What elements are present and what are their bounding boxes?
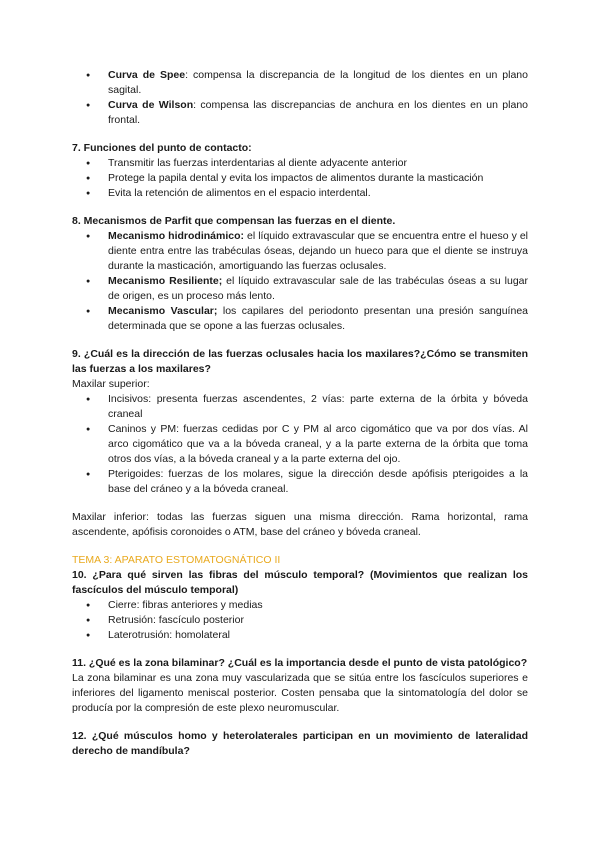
question-7-list bbox=[72, 156, 528, 201]
definition: : compensa las discrepancias de anchura en los dientes en un plano frontal. bbox=[108, 99, 529, 126]
question-11-title: 11. ¿Qué es la zona bilaminar? ¿Cuál es la importancia desde el punto de vista patológico? bbox=[72, 657, 528, 669]
question-9-list bbox=[72, 392, 528, 497]
list-item bbox=[108, 274, 528, 304]
term: Mecanismo Vascular; bbox=[108, 305, 218, 317]
term: Mecanismo Resiliente; bbox=[108, 275, 223, 287]
list-item: ● Pterigoides: fuerzas de los molares, sigue la dirección desde apófisis pterigoides a la base del cráneo y a la bóveda craneal. bbox=[108, 467, 528, 497]
list-item bbox=[108, 229, 528, 274]
question-11-paragraph: La zona bilaminar es una zona muy vascularizada que se sitúa entre los fascículos superiores e inferiores del ligamento meniscal posterior. Costen pensaba que la sintomatología del dolor se producía por la compresión de este plexo neuromuscular. bbox=[72, 672, 528, 714]
question-10-title: 10. ¿Para qué sirven las fibras del músculo temporal? (Movimientos que realizan los fascículos del músculo temporal) bbox=[72, 569, 528, 596]
intro-list bbox=[72, 68, 528, 128]
list-item: ● Laterotrusión: homolateral bbox=[108, 628, 528, 643]
question-7-title: 7. Funciones del punto de contacto: bbox=[72, 142, 252, 154]
document-page bbox=[72, 68, 528, 759]
term: Curva de Spee bbox=[108, 69, 186, 81]
definition: : compensa la discrepancia de la longitud de los dientes en un plano sagital. bbox=[108, 69, 528, 96]
question-12-title: 12. ¿Qué músculos homo y heterolaterales participan en un movimiento de lateralidad derecho de mandíbula? bbox=[72, 730, 528, 757]
list-item: ● Transmitir las fuerzas interdentarias al diente adyacente anterior bbox=[108, 156, 528, 171]
question-9-title: 9. ¿Cuál es la dirección de las fuerzas oclusales hacia los maxilares?¿Cómo se transmiten las fuerzas a los maxilares? bbox=[72, 348, 528, 375]
list-item bbox=[108, 68, 528, 98]
question-8-list bbox=[72, 229, 528, 334]
question-8-title: 8. Mecanismos de Parfit que compensan las fuerzas en el diente. bbox=[72, 215, 396, 227]
definition: los capilares del periodonto presentan una presión sanguínea determinada que se opone a las fuerzas oclusales. bbox=[108, 305, 528, 332]
definition: el líquido extravascular sale de las trabéculas óseas a su lugar de origen, es un proceso más lento. bbox=[108, 275, 529, 302]
question-9-paragraph: Maxilar inferior: todas las fuerzas siguen una misma dirección. Rama horizontal, rama ascendente, apófisis coronoides o ATM, base del cráneo y bóveda craneal. bbox=[72, 511, 528, 538]
list-item bbox=[108, 98, 528, 128]
question-10-list bbox=[72, 598, 528, 643]
question-9-subtitle: Maxilar superior: bbox=[72, 378, 150, 390]
list-item: ● Evita la retención de alimentos en el espacio interdental. bbox=[108, 186, 528, 201]
list-item: ● Incisivos: presenta fuerzas ascendentes, 2 vías: parte externa de la órbita y bóveda craneal bbox=[108, 392, 528, 422]
list-item: ● Cierre: fibras anteriores y medias bbox=[108, 598, 528, 613]
term: Curva de Wilson bbox=[108, 99, 194, 111]
list-item: ● Protege la papila dental y evita los impactos de alimentos durante la masticación bbox=[108, 171, 528, 186]
term: Mecanismo hidrodinámico: bbox=[108, 230, 245, 242]
section-title: TEMA 3: APARATO ESTOMATOGNÁTICO II bbox=[72, 554, 281, 566]
list-item: ● Caninos y PM: fuerzas cedidas por C y PM al arco cigomático que va por dos vías. Al arco cigomático que va a la bóveda craneal, y a la parte externa de la órbita que toma otros dos vías, a la bóveda craneal y a la parte externa del ojo. bbox=[108, 422, 528, 467]
list-item bbox=[108, 304, 528, 334]
definition: el líquido extravascular que se encuentra entre el hueso y el diente entra entre las trabéculas óseas, dejando un hueco para que el diente se instruya durante la masticación, amortiguando las fuerzas oclusales. bbox=[108, 230, 529, 272]
list-item: ● Retrusión: fascículo posterior bbox=[108, 613, 528, 628]
